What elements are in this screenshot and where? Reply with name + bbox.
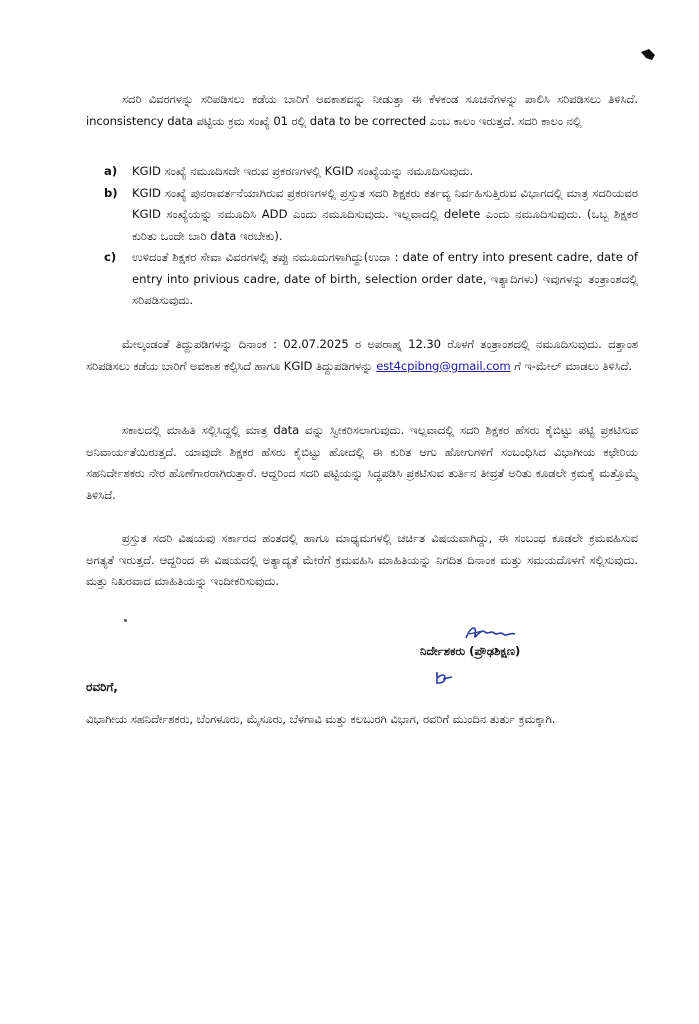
deadline-text: ಮೇಲ್ಕಂಡಂತೆ ತಿದ್ದುಪಡಿಗಳನ್ನು ದಿನಾಂಕ : 02.07.2025 ರ ಅಪರಾಹ್ನ 12.30 ರೊಳಗೆ ತಂತ್ರಾಂಶದಲ್ಲಿ ನಮೂದಿಸುವುದು. ದತ್ತಾಂಶ ಸರಿಪಡಿಸಲು ಕಡೆಯ ಬಾರಿಗೆ ಅವಕಾಶ ಕಲ್ಪಿಸಿದೆ ಹಾಗೂ KGID ತಿದ್ದುಪಡಿಗಳನ್ನು: [86, 337, 638, 373]
list-marker: b): [104, 185, 118, 200]
list-item: [90, 161, 638, 183]
list-marker: a): [104, 164, 118, 178]
email-link[interactable]: est4cpibng@gmail.com: [376, 358, 511, 373]
corner-mark: [640, 48, 656, 62]
list-item: [90, 183, 638, 248]
list-marker: c): [104, 250, 117, 264]
recipient-paragraph: ವಿಭಾಗೀಯ ಸಹನಿರ್ದೇಶಕರು, ಬೆಂಗಳೂರು, ಮೈಸೂರು, ಬೆಳಗಾವಿ ಮತ್ತು ಕಲಬುರಗಿ ವಿಭಾಗ, ರವರಿಗೆ ಮುಂದಿನ ತುರ್ತು ಕ್ರಮಕ್ಕಾಗಿ.: [86, 712, 556, 726]
initial-mark: [433, 670, 455, 686]
instruction-list: [90, 161, 638, 312]
signature-mark: [463, 622, 519, 644]
intro-paragraph: ಸದರಿ ವಿವರಗಳನ್ನು ಸರಿಪಡಿಸಲು ಕಡೆಯ ಬಾರಿಗೆ ಅವಕಾಶವನ್ನು ನೀಡುತ್ತಾ ಈ ಕೆಳಕಂಡ ಸೂಚನೆಗಳನ್ನು ಪಾಲಿಸಿ ಸರಿಪಡಿಸಲು ತಿಳಿಸಿದೆ. inconsistency data ಪಟ್ಟಿಯ ಕ್ರಮ ಸಂಖ್ಯೆ 01 ರಲ್ಲಿ data to be corrected ಎಂಬ ಕಾಲಂ ಇರುತ್ತದೆ. ಸದರಿ ಕಾಲಂ ನಲ್ಲಿ: [86, 92, 638, 128]
list-item-text: ಉಳಿದಂತೆ ಶಿಕ್ಷಕರ ಸೇವಾ ವಿವರಗಳಲ್ಲಿ ತಪ್ಪು ನಮೂದುಗಳಾಗಿದ್ದು(ಉದಾ : date of entry into present cadre, date of entry into privious cadre, date of birth, selection order date, ಇತ್ಯಾದಿಗಳು) ಇವುಗಳನ್ನು ತಂತ್ರಾಂಶದಲ್ಲಿ ಸರಿಪಡಿಸುವುದು.: [132, 250, 638, 307]
designation-label: ನಿರ್ದೇಶಕರು (ಪ್ರೌಢಶಿಕ್ಷಣ): [420, 644, 521, 658]
deadline-paragraph: [86, 334, 638, 377]
deadline-text-end: ಗೆ ಇ-ಮೇಲ್ ಮಾಡಲು ತಿಳಿಸಿದೆ.: [510, 358, 633, 373]
urgency-paragraph: ಪ್ರಸ್ತುತ ಸದರಿ ವಿಷಯವು ಸರ್ಕಾರದ ಹಂತದಲ್ಲಿ ಹಾಗೂ ಮಾಧ್ಯಮಗಳಲ್ಲಿ ಚರ್ಚಿತ ವಿಷಯವಾಗಿದ್ದು, ಈ ಸಂಬಂಧ ಕೂಡಲೇ ಕ್ರಮವಹಿಸುವ ಅಗತ್ಯತೆ ಇರುತ್ತದೆ. ಆದ್ದರಿಂದ ಈ ವಿಷಯದಲ್ಲಿ ಅತ್ಯಾದ್ಯತೆ ಮೇರೆಗೆ ಕ್ರಮವಹಿಸಿ ಮಾಹಿತಿಯನ್ನು ನಿಗದಿತ ದಿನಾಂಕ ಮತ್ತು ಸಮಯದೊಳಗೆ ಸಲ್ಲಿಸುವುದು. ಮತ್ತು ನಿಖರವಾದ ಮಾಹಿತಿಯನ್ನು ಇಂದೀಕರಿಸುವುದು.: [86, 531, 638, 588]
list-item-text: KGID ಸಂಖ್ಯೆ ನಮೂದಿಸದೇ ಇರುವ ಪ್ರಕರಣಗಳಲ್ಲಿ KGID ಸಂಖ್ಯೆಯನ್ನು ನಮೂದಿಸುವುದು.: [132, 164, 474, 178]
recipient-heading: ರವರಿಗೆ,: [86, 680, 118, 694]
stray-dot: [124, 619, 127, 622]
list-item: [90, 247, 638, 312]
acceptance-paragraph: ಸಕಾಲದಲ್ಲಿ ಮಾಹಿತಿ ಸಲ್ಲಿಸಿದ್ದಲ್ಲಿ ಮಾತ್ರ data ವನ್ನು ಸ್ವೀಕರಿಸಲಾಗುವುದು. ಇಲ್ಲವಾದಲ್ಲಿ ಸದರಿ ಶಿಕ್ಷಕರ ಹೆಸರು ಕೈಬಿಟ್ಟು ಪಟ್ಟಿ ಪ್ರಕಟಿಸುವ ಅನಿವಾರ್ಯತೆಯಿರುತ್ತದೆ. ಯಾವುದೇ ಶಿಕ್ಷಕರ ಹೆಸರು ಕೈಬಿಟ್ಟು ಹೋದಲ್ಲಿ ಈ ಕುರಿತ ಆಗು ಹೋಗುಗಳಿಗೆ ಸಂಬಂಧಿಸಿದ ವಿಭಾಗೀಯ ಕಛೇರಿಯ ಸಹನಿರ್ದೇಶಕರು ನೇರ ಹೊಣೆಗಾರರಾಗಿರುತ್ತಾರೆ. ಆದ್ದರಿಂದ ಸದರಿ ಪಟ್ಟಿಯನ್ನು ಸಿದ್ಧಪಡಿಸಿ ಪ್ರಕಟಿಸುವ ತುರ್ತಿನ ತೀವ್ರತೆ ಅರಿತು ಕೂಡಲೇ ಕ್ರಮಕೈ ಮತ್ತೊಮ್ಮೆ ತಿಳಿಸಿದೆ.: [86, 423, 638, 502]
list-item-text: KGID ಸಂಖ್ಯೆ ಪುನರಾವರ್ತನೆಯಾಗಿರುವ ಪ್ರಕರಣಗಳಲ್ಲಿ ಪ್ರಸ್ತುತ ಸದರಿ ಶಿಕ್ಷಕರು ಕರ್ತವ್ಯ ನಿರ್ವಹಿಸುತ್ತಿರುವ ವಿಭಾಗದಲ್ಲಿ ಮಾತ್ರ ಸದರಿಯವರ KGID ಸಂಖ್ಯೆಯನ್ನು ನಮೂದಿಸಿ ADD ಎಂದು ನಮೂದಿಸುವುದು. ಇಲ್ಲವಾದಲ್ಲಿ delete ಎಂದು ನಮೂದಿಸುವುದು. (ಒಬ್ಬ ಶಿಕ್ಷಕರ ಕುರಿತು ಒಂದೇ ಬಾರಿ data ಇರಬೇಕು).: [132, 185, 638, 243]
